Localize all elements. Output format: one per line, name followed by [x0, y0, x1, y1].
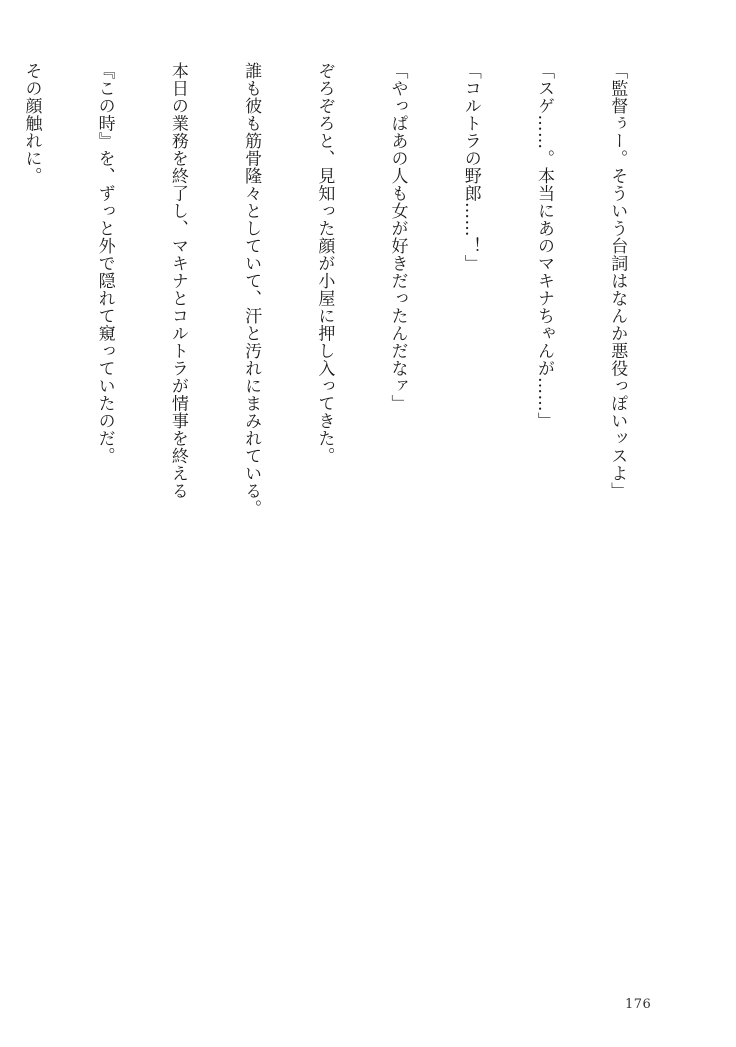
page-number: 176	[625, 997, 652, 1012]
text-line: 「やっぱあの人も女が好きだったんだなァ」	[387, 62, 408, 412]
text-line: 「コルトラの野郎……！」	[460, 62, 481, 272]
text-line: その顔触れに。	[21, 62, 42, 185]
text-line: ぞろぞろと、見知った顔が小屋に押し入ってきた。	[314, 62, 335, 465]
text-line: 「監督ぅー。そういう台詞はなんか悪役っぽいッスよ」	[607, 62, 628, 500]
text-line: 『この時』を、ずっと外で隠れて窺っていたのだ。	[94, 62, 115, 465]
text-line: 「スゲ……。本当にあのマキナちゃんが……」	[533, 62, 554, 430]
text-line: 本日の業務を終了し、マキナとコルトラが情事を終える	[167, 62, 188, 500]
vertical-text-block	[0, 62, 678, 517]
text-line: 誰も彼も筋骨隆々としていて、汗と汚れにまみれている。	[241, 62, 262, 517]
